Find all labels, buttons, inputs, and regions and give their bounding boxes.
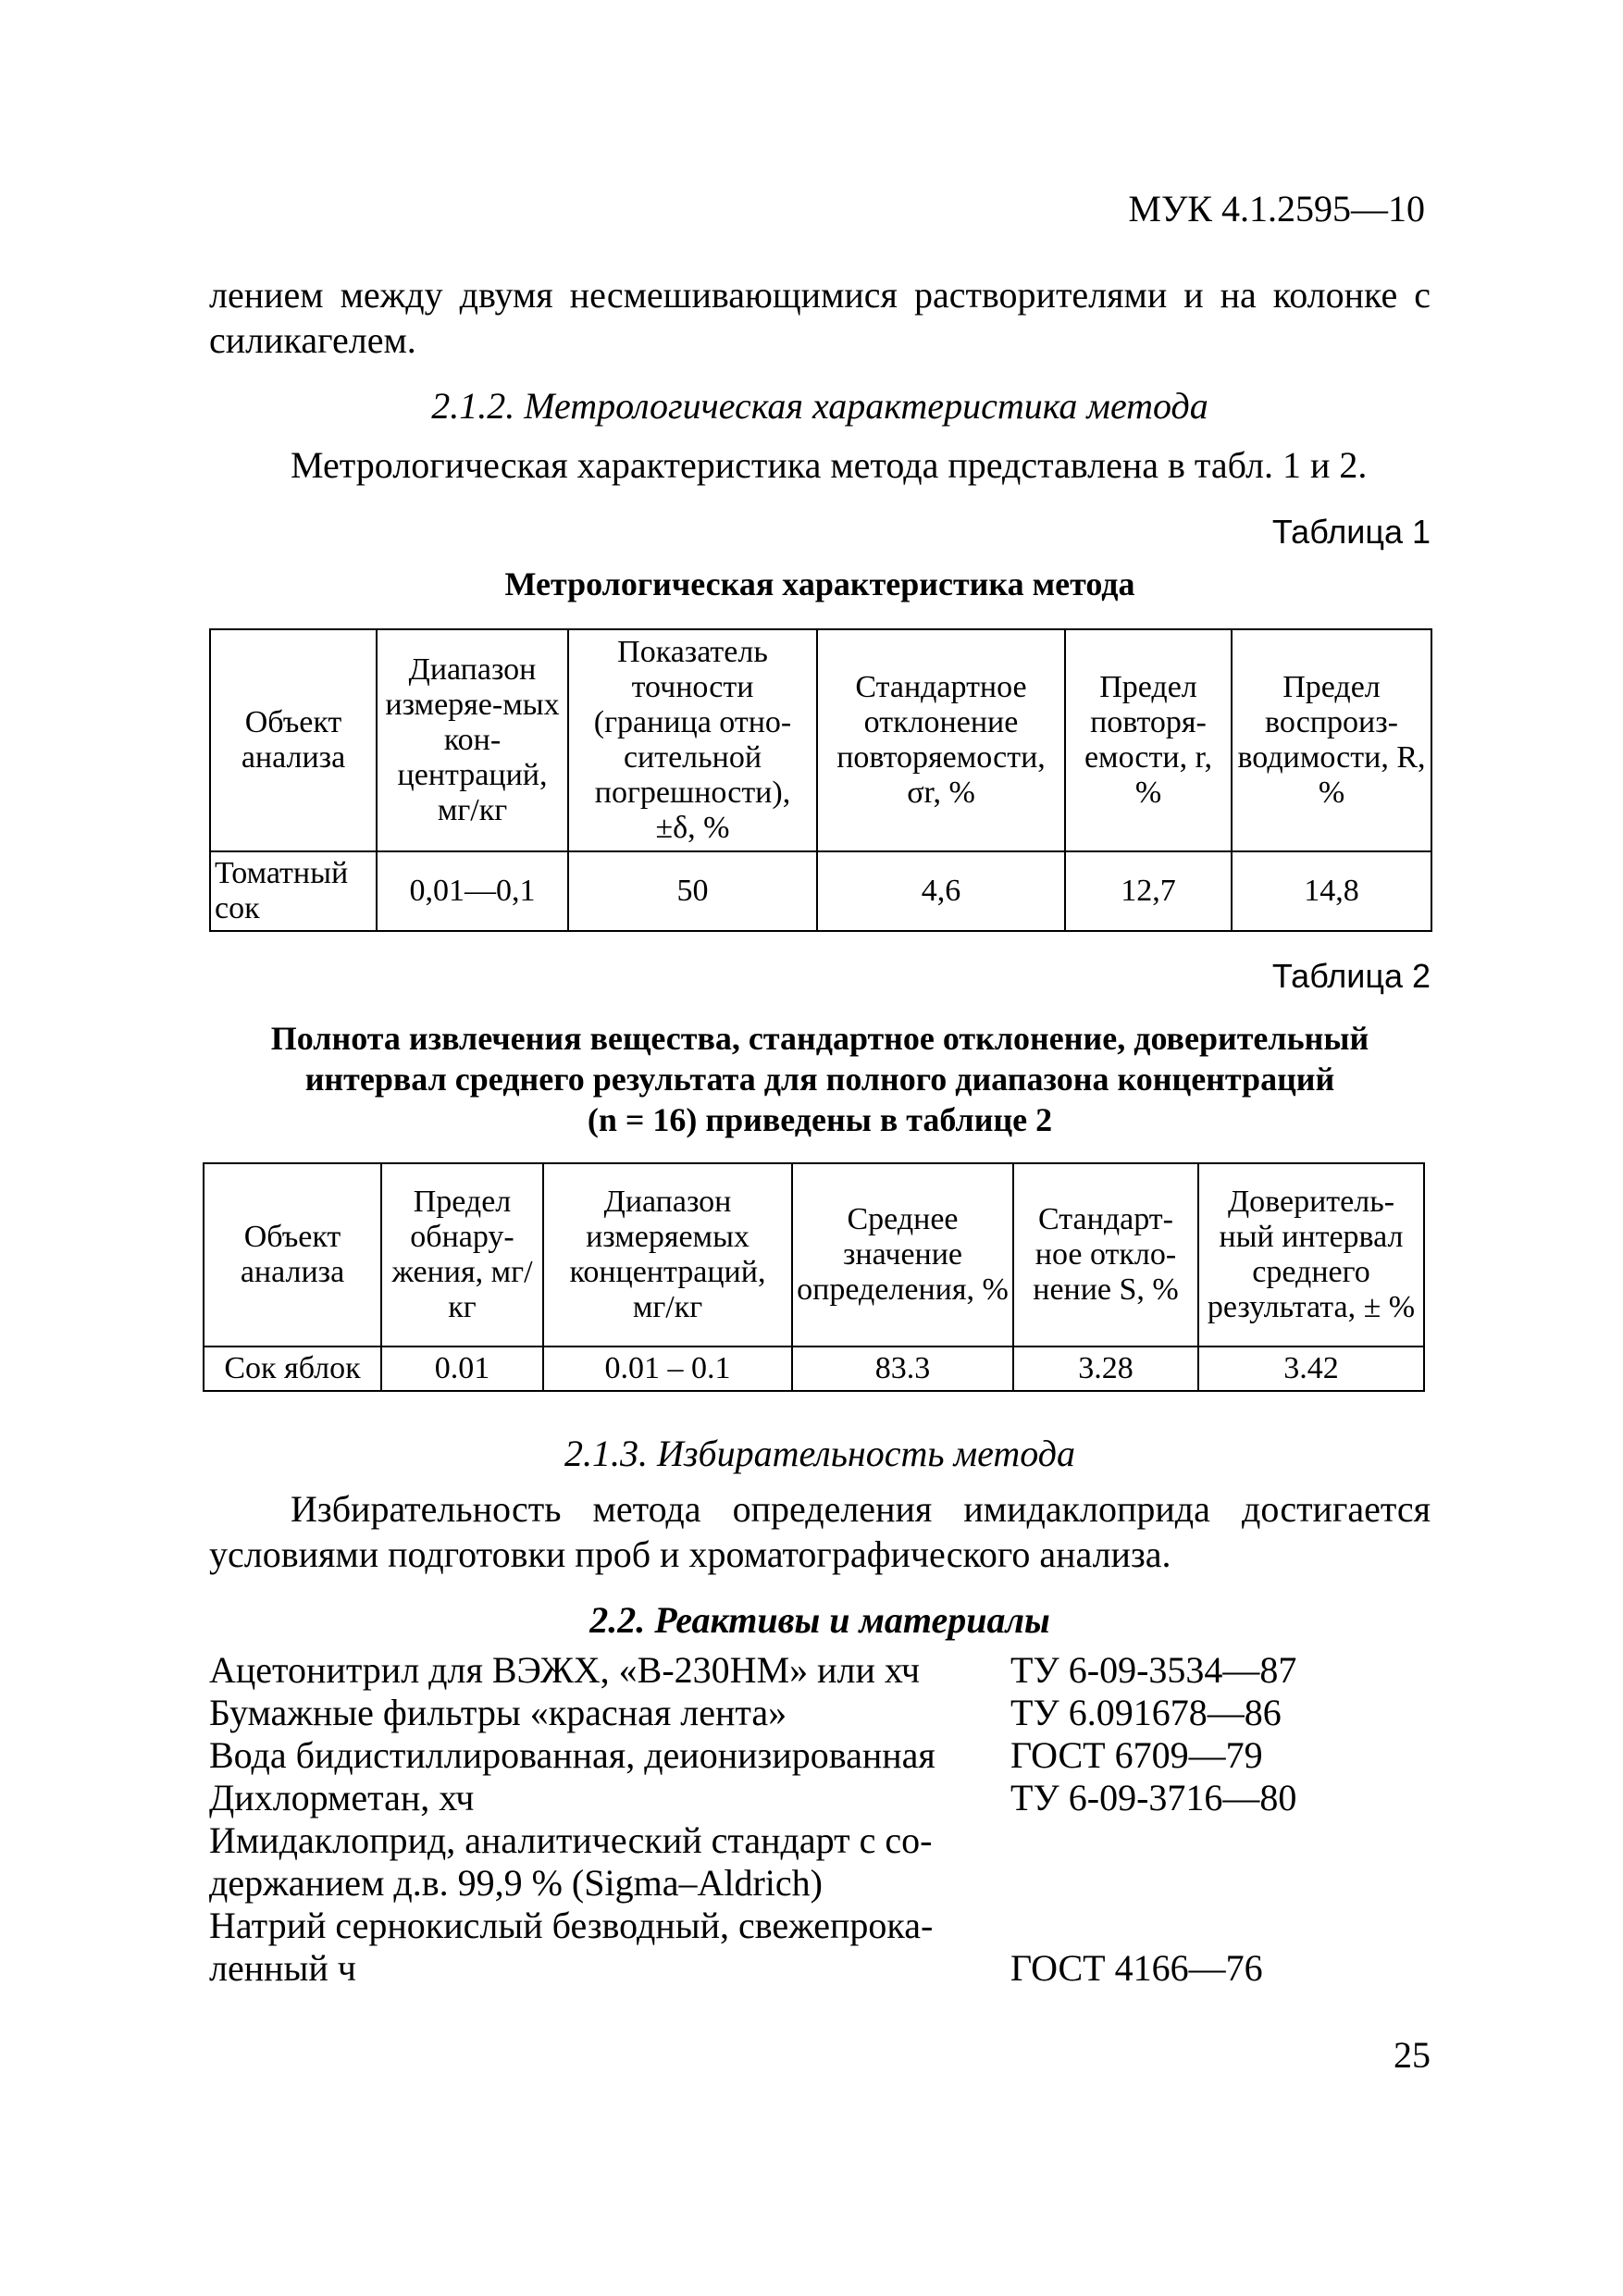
table1-title: Метрологическая характеристика метода (504, 565, 1135, 602)
table2-title-line: интервал среднего результата для полного диапазона концентраций (304, 1061, 1335, 1098)
table2-cell: 0.01 (381, 1347, 543, 1391)
list-item (209, 1734, 1431, 1777)
table2-cell: 3.42 (1198, 1347, 1424, 1391)
table1 (209, 628, 1432, 932)
section-title-2-1-3: 2.1.3. Избирательность метода (564, 1433, 1075, 1474)
reagent-standard: ГОСТ 4166—76 (1010, 1947, 1263, 1989)
table2 (203, 1162, 1425, 1392)
table2-header-cell: Объект анализа (204, 1163, 381, 1347)
reagents-list (209, 1649, 1431, 1990)
table2-title-line: (n = 16) приведены в таблице 2 (587, 1101, 1053, 1138)
list-item (209, 1777, 1431, 1819)
list-item (209, 1692, 1431, 1734)
table1-header-cell: Предел воспроиз-водимости, R, % (1232, 629, 1431, 851)
reagent-standard: ТУ 6-09-3534—87 (1010, 1649, 1297, 1691)
table2-header-cell: Доверитель-ный интервал среднего результата, ± % (1198, 1163, 1424, 1347)
document-header: МУК 4.1.2595—10 (1128, 188, 1425, 230)
table2-header-cell: Стандарт-ное откло-нение S, % (1013, 1163, 1198, 1347)
list-item (209, 1819, 1431, 1862)
table1-header-cell: Предел повторя-емости, r, % (1065, 629, 1232, 851)
reagent-standard: ТУ 6.091678—86 (1010, 1692, 1282, 1733)
reagent-name: Ацетонитрил для ВЭЖХ, «B-230HM» или хч (209, 1649, 921, 1691)
table2-header-row (204, 1163, 1424, 1347)
reagent-name: Дихлорметан, хч (209, 1777, 475, 1818)
reagent-standard (1005, 1862, 1431, 1905)
table1-header-cell: Показатель точности (граница отно-сительной погрешности), ±δ, % (568, 629, 817, 851)
table2-header-cell: Среднее значение определения, % (792, 1163, 1013, 1347)
table1-cell: 12,7 (1065, 851, 1232, 931)
table2-cell: 3.28 (1013, 1347, 1198, 1391)
table1-cell: 14,8 (1232, 851, 1431, 931)
table-row (210, 851, 1431, 931)
table2-header-cell: Предел обнару-жения, мг/кг (381, 1163, 543, 1347)
section-title-2-1-2: 2.1.2. Метрологическая характеристика метода (431, 385, 1208, 427)
list-item (209, 1947, 1431, 1990)
section-text-2-1-2: Метрологическая характеристика метода представлена в табл. 1 и 2. (291, 444, 1368, 486)
table2-title-line: Полнота извлечения вещества, стандартное отклонение, доверительный (270, 1020, 1369, 1057)
reagent-standard: ТУ 6-09-3716—80 (1010, 1777, 1297, 1818)
table1-header-row (210, 629, 1431, 851)
list-item (209, 1905, 1431, 1947)
table1-cell: 0,01—0,1 (377, 851, 568, 931)
page-number: 25 (1394, 2034, 1431, 2076)
section-title-2-2: 2.2. Реактивы и материалы (589, 1599, 1050, 1641)
table2-cell: Сок яблок (204, 1347, 381, 1391)
table1-label: Таблица 1 (1271, 513, 1431, 551)
reagent-name: Вода бидистиллированная, деионизированная (209, 1734, 935, 1776)
table1-header-cell: Диапазон измеряе-мых кон-центраций, мг/кг (377, 629, 568, 851)
reagent-standard: ГОСТ 6709—79 (1010, 1734, 1263, 1776)
table2-cell: 83.3 (792, 1347, 1013, 1391)
list-item (209, 1649, 1431, 1692)
list-item (209, 1862, 1431, 1905)
reagent-name: Имидаклоприд, аналитический стандарт с со- (209, 1819, 933, 1861)
table1-cell: 4,6 (817, 851, 1065, 931)
table-row (204, 1347, 1424, 1391)
table1-header-cell: Объект анализа (210, 629, 377, 851)
table1-cell: 50 (568, 851, 817, 931)
table2-title (209, 1018, 1431, 1140)
table1-cell: Томатный сок (210, 851, 377, 931)
reagent-standard (1005, 1905, 1431, 1947)
reagent-name: Натрий сернокислый безводный, свежепрока- (209, 1905, 934, 1946)
section-text-2-1-3: Избирательность метода определения имидаклоприда достигается условиями подготовки проб и хроматографического анализа. (209, 1488, 1431, 1575)
reagent-standard (1005, 1819, 1431, 1862)
intro-paragraph: лением между двумя несмешивающимися растворителями и на колонке с силикагелем. (209, 274, 1431, 361)
reagent-name: Бумажные фильтры «красная лента» (209, 1692, 787, 1733)
table2-cell: 0.01 – 0.1 (543, 1347, 792, 1391)
table2-label: Таблица 2 (1271, 957, 1431, 995)
table2-header-cell: Диапазон измеряемых концентраций, мг/кг (543, 1163, 792, 1347)
table1-header-cell: Стандартное отклонение повторяемости, σr, % (817, 629, 1065, 851)
reagent-name: ленный ч (209, 1947, 356, 1989)
reagent-name: держанием д.в. 99,9 % (Sigma–Aldrich) (209, 1862, 823, 1904)
